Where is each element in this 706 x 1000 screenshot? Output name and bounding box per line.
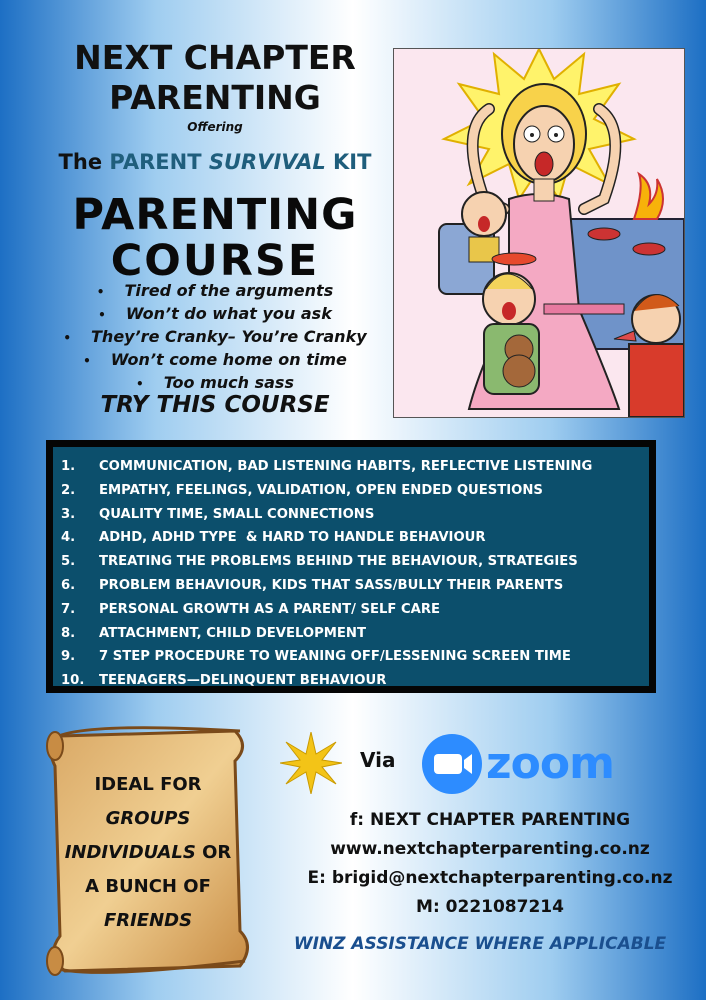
audience-or: OR xyxy=(195,842,232,863)
topic-text: QUALITY TIME, SMALL CONNECTIONS xyxy=(99,506,375,522)
topic-number: 4. xyxy=(61,530,76,546)
concern-item: • Won’t come home on time xyxy=(40,349,390,372)
illustration-svg xyxy=(394,49,684,417)
kit-parent: PARENT xyxy=(109,150,209,174)
zoom-wordmark: zoom xyxy=(486,738,614,789)
topic-number: 8. xyxy=(61,625,76,641)
contact-block xyxy=(290,806,690,922)
kit-title xyxy=(30,150,400,174)
audience-line: IDEAL FOR xyxy=(94,774,202,795)
topic-text: COMMUNICATION, BAD LISTENING HABITS, REFLECTIVE LISTENING xyxy=(99,459,593,474)
audience-individuals: INDIVIDUALS xyxy=(64,842,196,863)
topic-text: 7 STEP PROCEDURE TO WEANING OFF/LESSENING SCREEN TIME xyxy=(99,649,571,665)
offering-label: Offering xyxy=(187,120,243,134)
audience-line: A BUNCH OF xyxy=(85,876,211,897)
website-link[interactable]: www.nextchapterparenting.co.nz xyxy=(330,839,650,859)
topic-text: ATTACHMENT, CHILD DEVELOPMENT xyxy=(99,625,366,641)
topic-number: 10. xyxy=(61,673,85,689)
topic-number: 1. xyxy=(61,459,76,474)
topic-item xyxy=(53,503,649,527)
topic-number: 6. xyxy=(61,577,76,593)
star-icon xyxy=(280,732,342,794)
topic-item xyxy=(53,574,649,598)
kit-kit: KIT xyxy=(325,150,372,174)
audience-text xyxy=(58,768,238,938)
course-line-1: PARENTING xyxy=(72,190,358,240)
course-line-2: COURSE xyxy=(110,236,320,286)
topic-item xyxy=(53,622,649,646)
topic-item xyxy=(53,598,649,622)
concern-item: • Too much sass xyxy=(40,372,390,395)
audience-line: FRIENDS xyxy=(103,910,193,931)
facebook-link[interactable]: f: NEXT CHAPTER PARENTING xyxy=(349,810,631,830)
topic-number: 9. xyxy=(61,649,76,665)
audience-line: GROUPS xyxy=(105,808,191,829)
topic-text: PERSONAL GROWTH AS A PARENT/ SELF CARE xyxy=(99,601,441,617)
topic-item xyxy=(53,526,649,550)
topic-text: EMPATHY, FEELINGS, VALIDATION, OPEN ENDED QUESTIONS xyxy=(99,482,543,498)
email-link[interactable]: E: brigid@nextchapterparenting.co.nz xyxy=(307,868,673,888)
concern-item: • They’re Cranky– You’re Cranky xyxy=(40,326,390,349)
call-to-action: TRY THIS COURSE xyxy=(100,392,330,418)
topic-item xyxy=(53,550,649,574)
concerns-list xyxy=(40,280,390,395)
concern-item: • Won’t do what you ask xyxy=(40,303,390,326)
course-topics-box xyxy=(46,440,656,693)
brand-line-1: NEXT CHAPTER xyxy=(74,38,356,77)
kit-the: The xyxy=(58,150,110,174)
mobile-number: M: 0221087214 xyxy=(416,897,564,917)
winz-note: WINZ ASSISTANCE WHERE APPLICABLE xyxy=(293,934,667,954)
kit-survival: SURVIVAL xyxy=(208,150,326,174)
topic-text: ADHD, ADHD TYPE & HARD TO HANDLE BEHAVIOUR xyxy=(99,530,486,546)
topic-item xyxy=(53,669,649,693)
brand-line-2: PARENTING xyxy=(109,78,321,117)
audience-line xyxy=(58,836,238,870)
topics-list xyxy=(53,455,649,693)
topic-text: TREATING THE PROBLEMS BEHIND THE BEHAVIOUR, STRATEGIES xyxy=(99,554,578,570)
topic-number: 3. xyxy=(61,506,76,522)
concern-item: • Tired of the arguments xyxy=(40,280,390,303)
topic-number: 2. xyxy=(61,482,76,498)
topic-item xyxy=(53,645,649,669)
topic-number: 7. xyxy=(61,601,76,617)
topic-item xyxy=(53,455,649,479)
via-label: Via xyxy=(360,748,396,772)
topic-text: TEENAGERS—DELINQUENT BEHAVIOUR xyxy=(99,673,387,689)
brand-title xyxy=(40,38,390,118)
topic-item xyxy=(53,479,649,503)
topic-text: PROBLEM BEHAVIOUR, KIDS THAT SASS/BULLY THEIR PARENTS xyxy=(99,577,564,593)
course-title xyxy=(30,192,400,284)
stressed-parent-illustration xyxy=(393,48,685,418)
topic-number: 5. xyxy=(61,554,76,570)
